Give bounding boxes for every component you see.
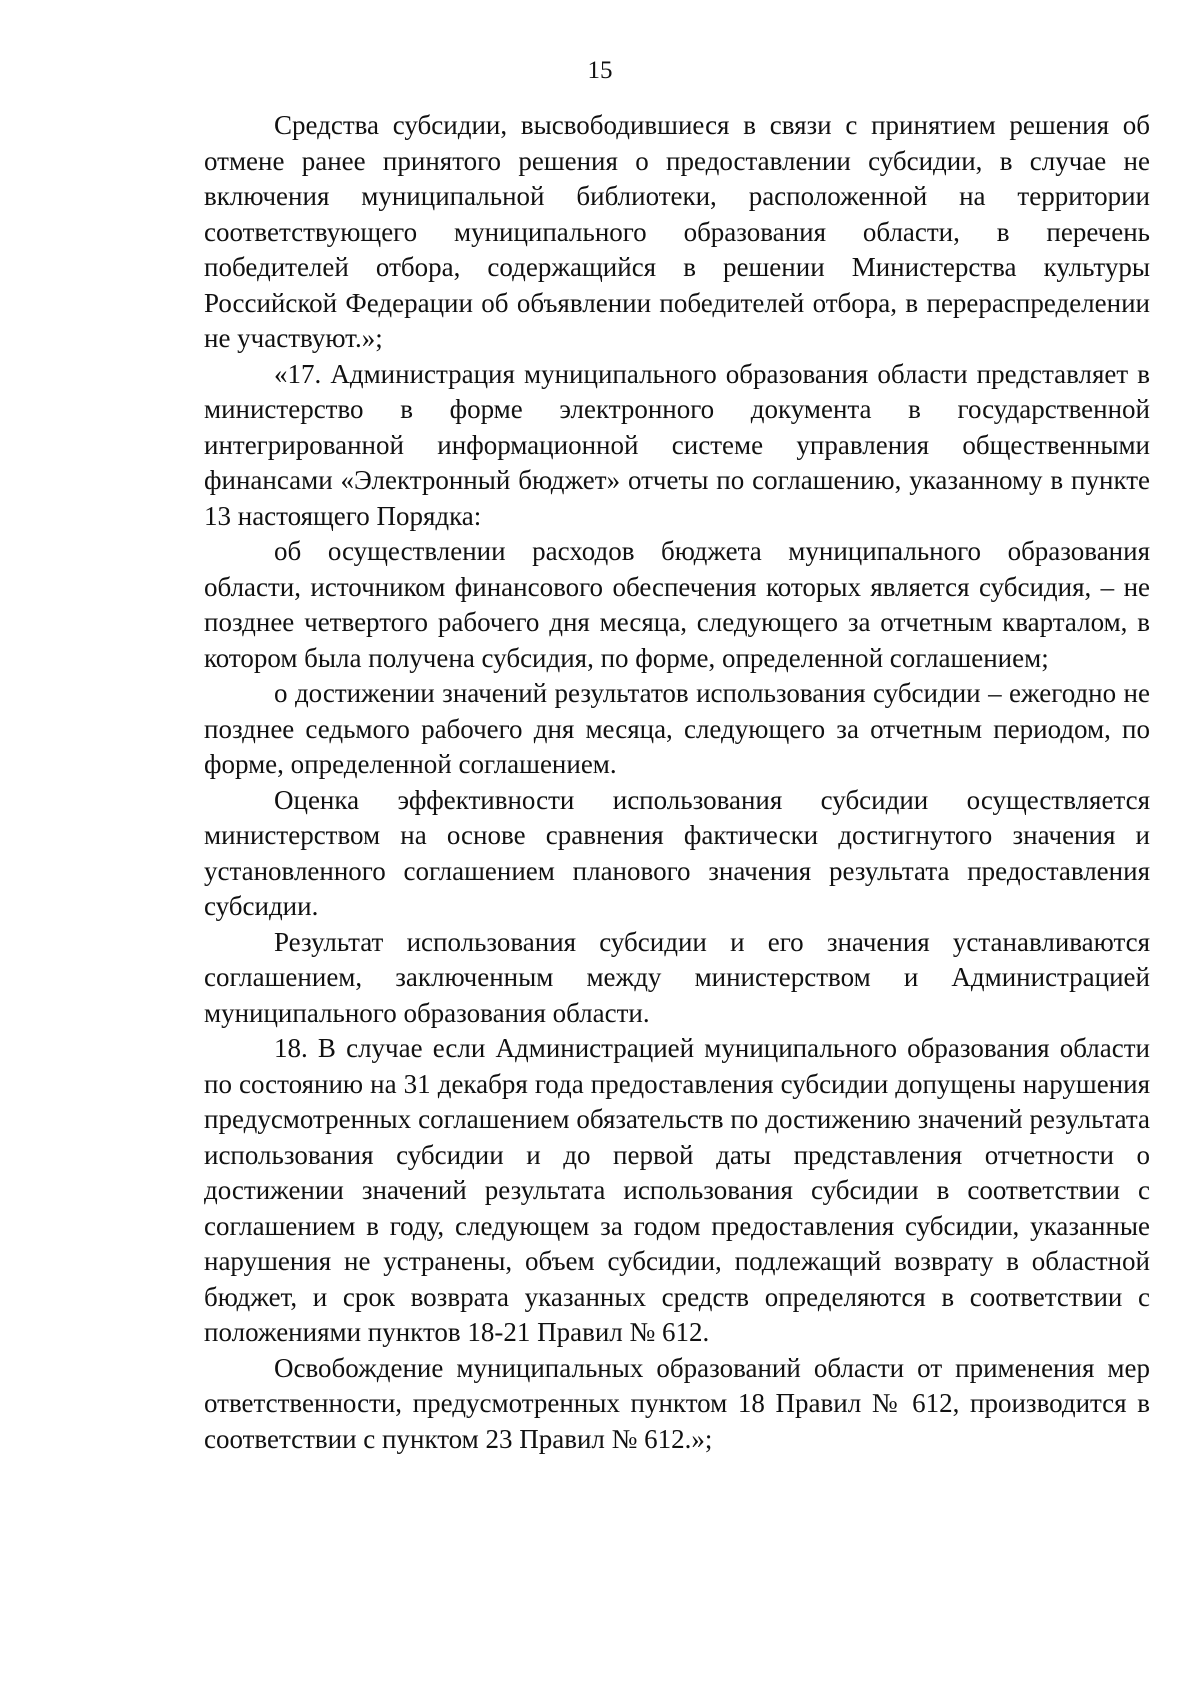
paragraph-subsidy-funds: Средства субсидии, высвободившиеся в связи с принятием решения об отмене ранее принятого решения о предоставлении субсидии, в случае не включения муниципальной библиотеки, расположенной на территории соответствующего муниципального образования области, в перечень победителей отбора, содержащийся в решении Министерства культуры Российской Федерации об объявлении победителей отбора, в перераспределении не участвуют.»; <box>204 110 1150 353</box>
paragraph-efficiency-assessment: Оценка эффективности использования субсидии осуществляется министерством на основе сравнения фактически достигнутого значения и установленного соглашением планового значения результата предоставления субсидии. <box>204 784 1150 921</box>
document-body <box>204 108 1150 1457</box>
paragraph-item-18: 18. В случае если Администрацией муниципального образования области по состоянию на 31 декабря года предоставления субсидии допущены нарушения предусмотренных соглашением обязательств по достижению значений результата использования субсидии и до первой даты представления отчетности о достижении значений результата использования субсидии в соответствии с соглашением в году, следующем за годом предоставления субсидии, указанные нарушения не устранены, объем субсидии, подлежащий возврату в областной бюджет, и срок возврата указанных средств определяются в соответствии с положениями пунктов 18-21 Правил № 612. <box>204 1033 1150 1347</box>
paragraph-exemption: Освобождение муниципальных образований области от применения мер ответственности, предусмотренных пунктом 18 Правил № 612, производится в соответствии с пунктом 23 Правил № 612.»; <box>204 1352 1150 1454</box>
paragraph-result-values: Результат использования субсидии и его значения устанавливаются соглашением, заключенным между министерством и Администрацией муниципального образования области. <box>204 926 1150 1028</box>
page-number: 15 <box>587 57 613 84</box>
paragraph-expenses-report: об осуществлении расходов бюджета муниципального образования области, источником финансового обеспечения которых является субсидия, – не позднее четвертого рабочего дня месяца, следующего за отчетным кварталом, в котором была получена субсидия, по форме, определенной соглашением; <box>204 536 1150 673</box>
paragraph-item-17: «17. Администрация муниципального образования области представляет в министерство в форме электронного документа в государственной интегрированной информационной системе управления общественными финансами «Электронный бюджет» отчеты по соглашению, указанному в пункте 13 настоящего Порядка: <box>204 358 1150 531</box>
paragraph-results-report: о достижении значений результатов использования субсидии – ежегодно не позднее седьмого рабочего дня месяца, следующего за отчетным периодом, по форме, определенной соглашением. <box>204 678 1150 779</box>
